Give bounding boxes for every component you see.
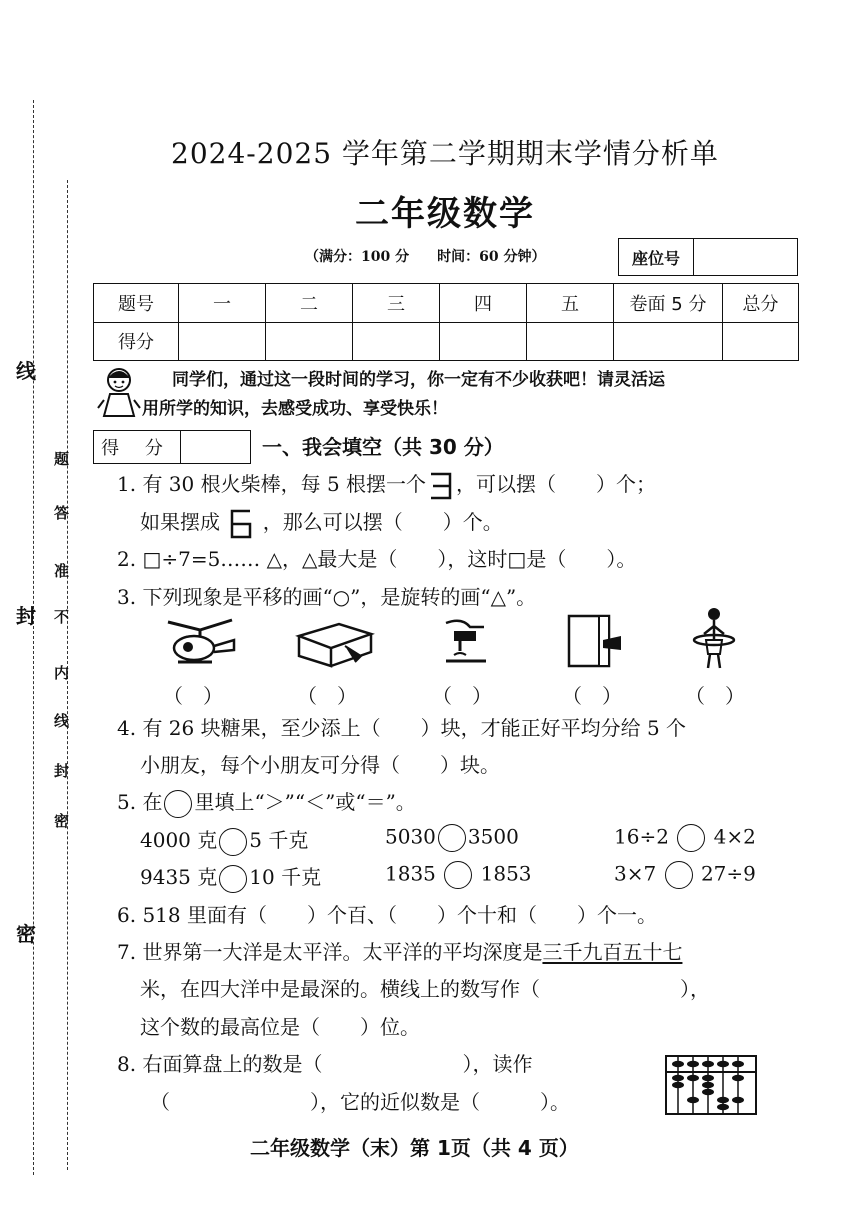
compare-answer-circle[interactable] xyxy=(677,824,705,852)
compare-answer-circle[interactable] xyxy=(438,824,466,852)
compare-item-4 xyxy=(140,861,321,893)
q3-answer-1[interactable]: （ ） xyxy=(163,684,223,708)
girl-cartoon-icon xyxy=(94,364,144,420)
compare-item-1 xyxy=(140,824,308,856)
matchstick-six-icon xyxy=(228,508,254,540)
binding-char-zhun: 准 xyxy=(54,562,70,580)
compare-right: 4×2 xyxy=(713,824,756,849)
question-2: 2. □÷7=5…… △，△最大是（ ），这时□是（ ）。 xyxy=(117,547,637,571)
seat-number-box xyxy=(618,238,798,276)
compare-circle-icon xyxy=(164,790,192,818)
score-table xyxy=(93,283,799,361)
score-row-label: 得分 xyxy=(94,322,179,361)
compare-answer-circle[interactable] xyxy=(444,861,472,889)
question-1-line-2 xyxy=(140,506,503,540)
score-cell: 三 xyxy=(353,284,440,323)
q7-underlined-number: 三千九百五十七 xyxy=(542,940,683,964)
score-cell: 四 xyxy=(440,284,527,323)
question-5 xyxy=(117,786,416,818)
section-score-box xyxy=(93,430,251,464)
compare-answer-circle[interactable] xyxy=(219,828,247,856)
score-input[interactable] xyxy=(723,322,799,361)
compare-left: 9435 克 xyxy=(140,865,218,889)
binding-char-nei: 内 xyxy=(54,664,70,682)
question-7-line-2: 米，在四大洋中是最深的。横线上的数写作（ ）， xyxy=(140,977,710,1001)
q1b-text-pre: 如果摆成 xyxy=(140,510,220,534)
abacus-icon xyxy=(662,1052,760,1118)
compare-item-3 xyxy=(614,824,756,852)
door-icon xyxy=(565,612,625,670)
q3-answer-4[interactable]: （ ） xyxy=(562,684,622,708)
score-cell: 卷面 5 分 xyxy=(614,284,723,323)
q1-text-post: ，可以摆（ ）个； xyxy=(456,472,657,496)
binding-char-mi: 密 xyxy=(16,922,36,946)
score-cell: 二 xyxy=(266,284,353,323)
q3-answer-3[interactable]: （ ） xyxy=(432,684,492,708)
binding-char-xian2: 线 xyxy=(54,712,70,730)
question-6: 6. 518 里面有（ ）个百、（ ）个十和（ ）个一。 xyxy=(117,903,657,927)
compare-right: 27÷9 xyxy=(700,861,756,886)
score-cell: 一 xyxy=(179,284,266,323)
page-footer: 二年级数学（末）第 1页（共 4 页） xyxy=(250,1136,579,1160)
score-value-row xyxy=(94,322,799,361)
score-cell: 五 xyxy=(527,284,614,323)
q1b-text-post: ，那么可以摆（ ）个。 xyxy=(262,510,503,534)
q7-text-pre: 7. 世界第一大洋是太平洋。太平洋的平均深度是 xyxy=(117,940,543,964)
binding-char-xian: 线 xyxy=(16,359,36,383)
exam-meta: （满分：100 分 时间：60 分钟） xyxy=(305,249,546,265)
score-input[interactable] xyxy=(440,322,527,361)
question-7-line-1 xyxy=(117,936,682,965)
section-score-input[interactable] xyxy=(181,431,250,463)
drawer-icon xyxy=(295,618,377,668)
binding-char-mi2: 密 xyxy=(54,812,70,830)
seat-label: 座位号 xyxy=(619,239,694,275)
compare-answer-circle[interactable] xyxy=(665,861,693,889)
score-input[interactable] xyxy=(527,322,614,361)
compare-answer-circle[interactable] xyxy=(219,865,247,893)
section-title: 一、我会填空（共 30 分） xyxy=(262,435,504,459)
binding-char-feng: 封 xyxy=(16,604,36,628)
question-4-line-2: 小朋友，每个小朋友可分得（ ）块。 xyxy=(140,753,500,777)
compare-left: 16÷2 xyxy=(614,824,669,849)
binding-char-ti: 题 xyxy=(54,450,70,468)
exam-title: 2024-2025 学年第二学期期末学情分析单 xyxy=(171,137,719,170)
compare-left: 5030 xyxy=(385,824,436,849)
binding-line-left xyxy=(33,100,34,1175)
question-7-line-3: 这个数的最高位是（ ）位。 xyxy=(140,1015,420,1039)
q3-answer-5[interactable]: （ ） xyxy=(685,684,745,708)
score-input[interactable] xyxy=(179,322,266,361)
question-4-line-1: 4. 有 26 块糖果，至少添上（ ）块，才能正好平均分给 5 个 xyxy=(117,716,687,740)
score-input[interactable] xyxy=(614,322,723,361)
compare-left: 3×7 xyxy=(614,861,657,886)
section-score-label: 得 分 xyxy=(94,431,181,463)
compare-item-6 xyxy=(614,861,756,889)
compare-right: 1853 xyxy=(480,861,532,886)
compare-left: 1835 xyxy=(385,861,436,886)
binding-char-da: 答 xyxy=(54,504,70,522)
compare-right: 5 千克 xyxy=(249,828,309,852)
matchstick-three-icon xyxy=(428,471,454,501)
intro-text xyxy=(142,366,812,424)
score-cell: 总分 xyxy=(723,284,799,323)
binding-char-bu: 不 xyxy=(54,608,70,626)
intro-line-2: 用所学的知识，去感受成功、享受快乐！ xyxy=(142,399,448,419)
compare-item-5 xyxy=(385,861,532,889)
faucet-icon xyxy=(440,615,492,671)
binding-char-feng2: 封 xyxy=(54,762,70,780)
question-3: 3. 下列现象是平移的画“○”，是旋转的画“△”。 xyxy=(117,585,537,609)
q3-answer-2[interactable]: （ ） xyxy=(297,684,357,708)
question-1-line-1 xyxy=(117,468,656,501)
compare-left: 4000 克 xyxy=(140,828,218,852)
score-cell: 题号 xyxy=(94,284,179,323)
question-8-line-2: （ ），它的近似数是（ ）。 xyxy=(150,1090,570,1114)
q5-text-post: 里填上“＞”“＜”或“＝”。 xyxy=(194,790,416,814)
compare-right: 10 千克 xyxy=(249,865,322,889)
seat-input[interactable] xyxy=(694,239,797,275)
compare-item-2 xyxy=(385,824,519,852)
intro-line-1: 同学们，通过这一段时间的学习，你一定有不少收获吧！请灵活运 xyxy=(172,370,665,390)
score-input[interactable] xyxy=(353,322,440,361)
score-header-row xyxy=(94,284,799,323)
subject-title: 二年级数学 xyxy=(355,194,535,234)
q1-text-pre: 1. 有 30 根火柴棒，每 5 根摆一个 xyxy=(117,472,427,496)
question-8-line-1: 8. 右面算盘上的数是（ ），读作 xyxy=(117,1052,533,1076)
compare-right: 3500 xyxy=(467,824,519,849)
helicopter-icon xyxy=(160,612,240,668)
score-input[interactable] xyxy=(266,322,353,361)
hula-hoop-girl-icon xyxy=(690,606,738,670)
q5-text-pre: 5. 在 xyxy=(117,790,163,814)
